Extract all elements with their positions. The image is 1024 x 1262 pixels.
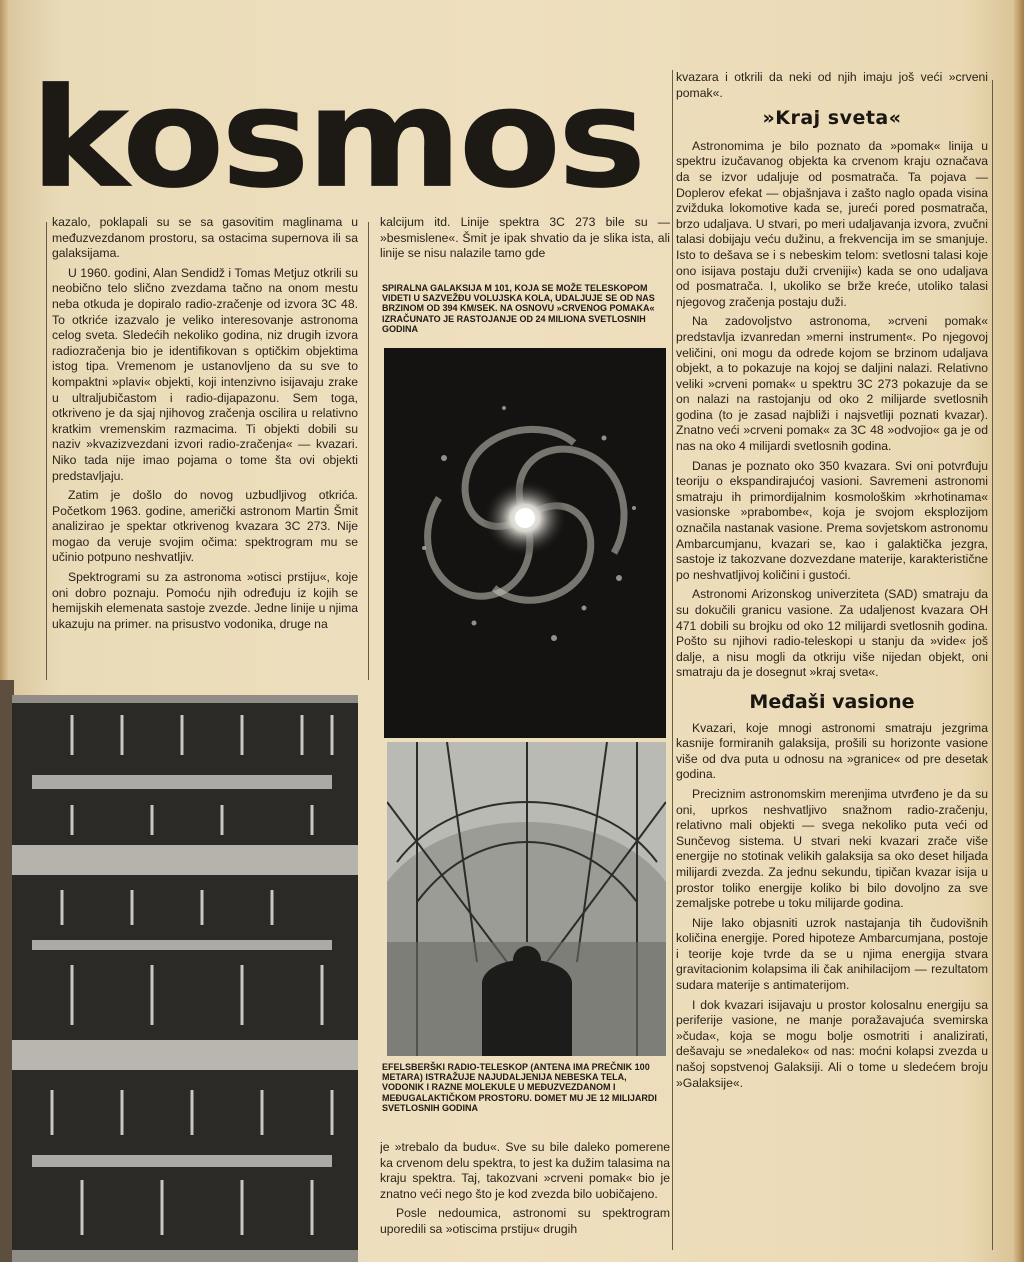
- article-column-1: [52, 215, 358, 680]
- article-column-2-bottom: [380, 1140, 670, 1250]
- spectrogram-image: [12, 695, 358, 1262]
- column-rule: [368, 222, 369, 680]
- paragraph: Posle nedoumica, astronomi su spektrogram uporedili sa »otiscima prstiju« drugih: [380, 1206, 670, 1236]
- paragraph: Astronomima je bilo poznato da »pomak« linija u spektru izučavanog objekta ka crvenom kraju označava da se izvor udaljuje od posmatrača. Ta pojava — Doplerov efekat — objašnjava i zašto naglo opada visina zvižduka lokomotive kada se, jureći pored posmatrača, brzo udaljava. U stvari, po meri udaljavanja izvora, zvučni talasi dobijaju veću dužinu, a frekvencija im se smanjuje. Isto to dešava se i s nebeskim telom: svetlosni talasi koje ono isijava postaju duži crveniji«) kada se ono udaljava od posmatrača. I, ukoliko se brže kreće, utoliko talasi njegovog zračenja postaju duži.: [676, 138, 988, 309]
- paragraph: je »trebalo da budu«. Sve su bile daleko pomerene ka crvenom delu spektra, to jest ka dužim talasima na kraju spektra. Taj, takozvani »crveni pomak« bio je znatno veći nego što je kod zvezda bilo uobičajeno.: [380, 1140, 670, 1201]
- paragraph: Na zadovoljstvo astronoma, »crveni pomak« predstavlja izvanredan »merni instrument«. Po njegovoj veličini, oni mogu da odrede kojom se brzinom udaljava objekt, a to pokazuje na kojoj se daljini nalazi. Relativno veliki »crveni pomak« u spektru 3C 273 pokazuje da se on nalazi na rastojanju od oko 2 milijarde svetlosnih godina (to je zasad najbliži i najsvetliji poznati kvazar). Znatno veći »crveni pomak« za 3C 48 »odvojio« ga je od nas na oko 4 milijardi svetlosnih godina.: [676, 314, 988, 454]
- paragraph: Spektrogrami su za astronoma »otisci prstiju«, koje oni dobro poznaju. Pomoću njih određuju iz kojih se hemijskih elemenata sastoje zvezde. Jedne linije u njima ukazuju na primer. na prisustvo vodonika, druge na: [52, 570, 358, 631]
- spectrogram-photo: [12, 695, 358, 1262]
- section-heading-medjasi-vasione: Međaši vasione: [749, 690, 915, 713]
- galaxy-image: [384, 348, 666, 738]
- paragraph: I dok kvazari isijavaju u prostor kolosalnu energiju sa periferije vasione, ne manje poražavajuća svemirska »čuda«, koja se mogu bolje osmotriti i analizirati, dešavaju se »nedaleko« od nas: moćni kolapsi zvezda u našoj sopstvenoj Galaksiji. Ali o tome u sledećem broju »Galaksije«.: [676, 997, 988, 1090]
- column-rule: [46, 222, 47, 680]
- radio-telescope-photo: [387, 742, 666, 1056]
- paragraph: Zatim je došlo do novog uzbudljivog otkrića. Početkom 1963. godine, američki astronom Martin Šmit analizirao je spektar otkrivenog kvazara 3C 273. Nije mogao da veruje svojim očima: spektrogram mu se učinio potpuno neshvatljiv.: [52, 488, 358, 565]
- masthead-title: kosmos: [30, 70, 643, 208]
- column-rule: [992, 80, 993, 1250]
- page-edge: [1014, 0, 1024, 1262]
- galaxy-photo-caption: SPIRALNA GALAKSIJA M 101, KOJA SE MOŽE TELESKOPOM VIDETI U SAZVEŽĐU VOLUJSKA KOLA, UDALJUJE SE OD NAS BRZINOM OD 394 KM/SEK. NA OSNOVU »CRVENOG POMAKA« IZRAČUNATO JE RASTOJANJE OD 24 MILIONA SVETLOSNIH GODINA: [382, 283, 655, 334]
- article-column-3: [676, 70, 988, 1250]
- spiral-galaxy-photo: [384, 348, 666, 738]
- telescope-image: [387, 742, 666, 1056]
- paragraph: kvazara i otkrili da neki od njih imaju još veći »crveni pomak«.: [676, 70, 988, 100]
- paragraph: Nije lako objasniti uzrok nastajanja tih čudovišnih količina energije. Pored hipoteze Ambarcumjana, postoje i teorije koje tvrde da se u njima energija stvara gravitacionim kolapsima ili čak anihilacijom — rezultatom sudara materije s antimaterijom.: [676, 915, 988, 993]
- paragraph: kalcijum itd. Linije spektra 3C 273 bile su — »besmislene«. Šmit je ipak shvatio da je slika ista, ali linije se nisu nalazile tamo gde: [380, 215, 670, 261]
- telescope-photo-caption: EFELSBERŠKI RADIO-TELESKOP (ANTENA IMA PREČNIK 100 METARA) ISTRAŽUJE NAJUDALJENIJA NEBESKA TELA, VODONIK I RAZNE MOLEKULE U MEĐUZVEZDANOM I MEĐUGALAKTIČKOM PROSTORU. DOMET MU JE 12 MILIJARDI SVETLOSNIH GODINA: [382, 1062, 657, 1113]
- paragraph: Danas je poznato oko 350 kvazara. Svi oni potvrđuju teoriju o ekspandirajućoj vasioni. Savremeni astronomi smatraju ih primordijalnim kosmološkim »krhotinama« vasionske »prabombe«, koja je svojom eksplozijom označila nastanak vasione. Prema sovjetskom astronomu Ambarcumjanu, kvazari se, kao i galaktička jezgra, sastoje iz takozvane dozvezdane materije, karakteristične po neshvatljivoj količini i gustoći.: [676, 458, 988, 582]
- paragraph: Astronomi Arizonskog univerziteta (SAD) smatraju da su dokučili granicu vasione. Za udaljenost kvazara OH 471 dobili su brojku od oko 12 milijardi svetlosnih godina. Pošto su njihovi radio-teleskopi u stanju da »vide« još dalje, a nisu mogli da otkriju više nijedan objekt, oni smatraju da je dosegnut »kraj sveta«.: [676, 587, 988, 680]
- paragraph: kazalo, poklapali su se sa gasovitim maglinama u međuzvezdanom prostoru, sa ostacima supernova ili sa galaksijama.: [52, 215, 358, 261]
- article-column-2-top: [380, 215, 670, 263]
- paragraph: Preciznim astronomskim merenjima utvrđeno je da su oni, uprkos neshvatljivo snažnom radio-zračenju, relativno mali objekti — svega nekoliko puta veći od Sunčevog sistema. U stvari neki kvazari zrače više energije no stotinak velikih galaksija sa oko deset hiljada milijardi zvezda. Za jednu sekundu, tipičan kvazar isija u prostor toliko energije koliko bi bilo dovoljno za sve zemaljske potrebe u toku milijarde godina.: [676, 786, 988, 911]
- paragraph: U 1960. godini, Alan Sendidž i Tomas Metjuz otkrili su neobično telo slično zvezdama tačno na onom mestu neba otkuda je dopiralo radio-zračenje od izvora 3C 48. To otkriće izazvalo je veliko interesovanje astronoma celog sveta. Sledećih nekoliko godina, niz drugih izvora radiozračenja bio je identifikovan s optičkim objektima istog tipa. Vremenom je ustanovljeno da su sve to kompaktni »plavi« objekti, koji intenzivno isijavaju zrake u ultraljubičastom i radio-dijapazonu. Sem toga, otkriveno je da sjaj njihovog zračenja oscilira u relativno kratkim vremenskim razmacima. Ti objekti dobili su naziv »kvazizvezdani izvori radio-zračenja« — kvazari. Niko tada nije imao pojama o tome šta ovi objekti predstavljaju.: [52, 265, 358, 483]
- column-rule: [672, 70, 673, 1250]
- paragraph: Kvazari, koje mnogi astronomi smatraju jezgrima kasnije formiranih galaksija, prošili su horizonte vasione više od dva puta u odnosu na »granice« od pre desetak godina.: [676, 720, 988, 782]
- section-heading-kraj-sveta: »Kraj sveta«: [762, 107, 902, 130]
